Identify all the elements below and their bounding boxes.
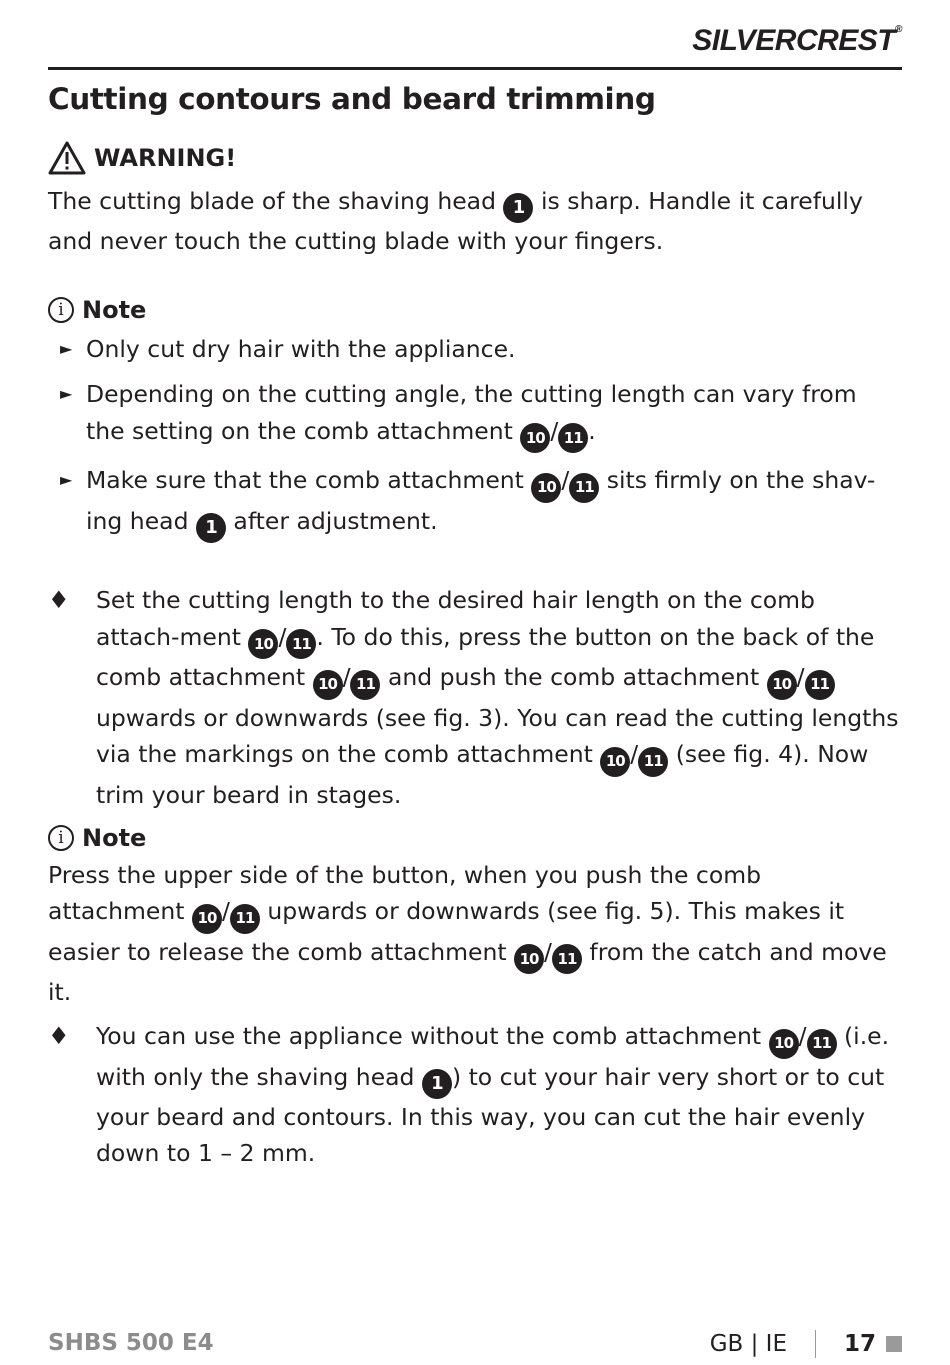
ref-badge: 10 — [514, 944, 544, 974]
step-text-a: You can use the appliance without the comb attachment — [96, 1022, 769, 1050]
ref-badge: 11 — [805, 670, 835, 700]
warning-triangle-icon — [48, 141, 86, 175]
list-item-text: . — [588, 416, 596, 445]
note-text-c: from the catch and move it. — [48, 937, 887, 1006]
list-item-text: Only cut dry hair with the appliance. — [86, 334, 516, 363]
list-item-text: Make sure that the comb attachment — [86, 466, 532, 494]
note-label: Note — [82, 824, 147, 852]
note-text-b: upwards or downwards (see fig. 5). This makes it easier to release the comb attachment — [48, 897, 845, 966]
note-label: Note — [82, 296, 147, 324]
step-block-2 — [48, 1018, 902, 1172]
step-text-c: ) to cut your hair very short or to cut your beard and contours. In this way, you can cut the hair evenly down to 1 – 2 mm. — [96, 1062, 885, 1167]
square-marker-icon — [886, 1336, 902, 1352]
step-text: ♦ Set the cutting length to the desired hair length on the comb attach-ment 10 / 11 . To do this, press the button on the back of the comb attachment 10 / 11 and push the comb attachment 10 / 11 upwards or downwards (see fig. 3). You can read the cutting lengths via the markings on the comb attachment 10 / 11 (see fig. 4). Now trim your beard in stages. — [48, 582, 902, 813]
note-heading — [48, 820, 902, 857]
list-item-text: sits firmly on the shav-ing head — [86, 466, 876, 535]
ref-badge: 10 — [769, 1029, 799, 1059]
ref-badge: 11 — [350, 670, 380, 700]
note-list — [48, 331, 902, 543]
ref-badge: 10 — [531, 473, 561, 503]
warning-label: WARNING! — [94, 144, 237, 172]
header-rule — [48, 67, 902, 70]
list-item-text: after adjustment. — [225, 506, 438, 535]
diamond-bullet-icon: ♦ — [48, 586, 70, 614]
info-circle-icon: i — [48, 825, 74, 851]
step-text-d: upwards or downwards (see fig. 3). You can read the cutting lengths via the markings on the comb attachment — [96, 703, 899, 768]
step-text: ♦ You can use the appliance without the comb attachment 10 / 11 (i.e. with only the shaving head 1 ) to cut your hair very short or to cut your beard and contours. In this way, you can cut the hair evenly down to 1 – 2 mm. — [48, 1018, 902, 1172]
ref-badge: 11 — [552, 944, 582, 974]
registered-mark: ® — [895, 24, 902, 35]
ref-badge: 10 — [600, 747, 630, 777]
info-circle-icon: i — [48, 297, 74, 323]
ref-badge: 10 — [313, 670, 343, 700]
page-number: 17 — [843, 1331, 876, 1357]
list-item — [48, 376, 902, 453]
note-text-a: Press the upper side of the button, when you push the comb attachment — [48, 860, 762, 925]
list-item-text: Depending on the cutting angle, the cutting length can vary from the setting on the comb attachment — [86, 380, 857, 445]
footer-region: GB | IE — [709, 1331, 787, 1357]
ref-badge: 1 — [503, 193, 533, 223]
footer-right — [710, 1330, 902, 1358]
ref-separator: / — [550, 416, 559, 445]
ref-badge: 11 — [638, 747, 668, 777]
ref-separator: / — [561, 466, 570, 494]
step-text-b: (i.e. with only the shaving head — [96, 1022, 890, 1091]
note-heading — [48, 292, 902, 329]
ref-badge: 10 — [767, 670, 797, 700]
step-text-c: and push the comb attachment — [380, 663, 767, 691]
ref-badge: 10 — [192, 904, 222, 934]
list-item — [48, 331, 902, 368]
warning-text-a: The cutting blade of the shaving head — [48, 186, 504, 215]
step-text-a: Set the cutting length to the desired hair length on the comb attach-ment — [96, 586, 815, 651]
note-block-1 — [48, 292, 902, 552]
triangle-bullet-icon: ► — [60, 384, 73, 403]
step-text-e: (see fig. 4). Now trim your beard in stages. — [96, 740, 869, 809]
warning-text-b: is sharp. Handle it carefully and never touch the cutting blade with your fingers. — [48, 186, 863, 255]
triangle-bullet-icon: ► — [60, 470, 73, 489]
list-item — [48, 462, 902, 543]
footer-model: SHBS 500 E4 — [48, 1330, 214, 1356]
ref-badge: 1 — [196, 513, 226, 543]
ref-badge: 11 — [558, 423, 588, 453]
ref-badge: 11 — [807, 1029, 837, 1059]
warning-block — [48, 140, 902, 259]
ref-badge: 11 — [230, 904, 260, 934]
ref-badge: 10 — [248, 629, 278, 659]
note-text: Press the upper side of the button, when you push the comb attachment 10 / 11 upwards or downwards (see fig. 5). This makes it easier to release the comb attachment 10 / 11 from the catch and move it. — [48, 860, 887, 1006]
triangle-bullet-icon: ► — [60, 338, 73, 358]
warning-heading — [48, 140, 902, 177]
ref-badge: 11 — [569, 473, 599, 503]
step-block-1 — [48, 582, 902, 813]
warning-text — [48, 183, 902, 260]
note-block-2 — [48, 820, 902, 1011]
ref-badge: 11 — [286, 629, 316, 659]
step-text-b: . To do this, press the button on the back of the comb attachment — [96, 622, 875, 691]
section-title: Cutting contours and beard trimming — [48, 82, 656, 116]
ref-badge: 10 — [520, 423, 550, 453]
ref-badge: 1 — [422, 1069, 452, 1099]
brand-logo — [692, 24, 902, 58]
diamond-bullet-icon: ♦ — [48, 1022, 70, 1050]
brand-name: SILVERCREST — [692, 24, 896, 57]
footer-divider — [815, 1330, 816, 1358]
